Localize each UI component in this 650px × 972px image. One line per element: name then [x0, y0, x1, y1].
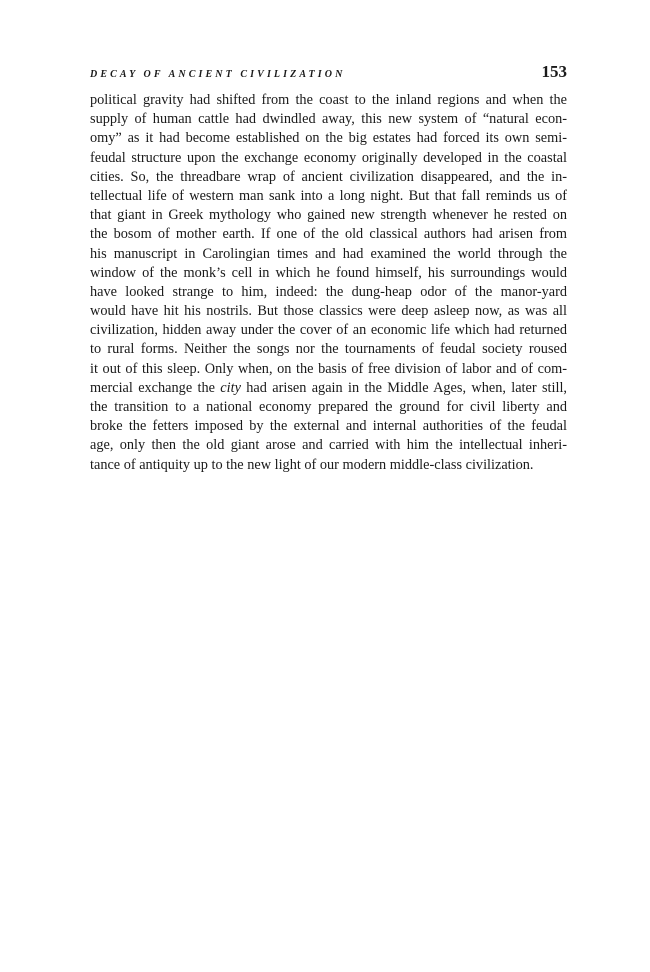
text-line-9: his manuscript in Carolingian times and had examined the world through the [90, 245, 567, 262]
running-head [90, 62, 567, 86]
text-line-16-start: mercial exchange the [90, 379, 221, 396]
text-line-16 [90, 379, 567, 398]
italic-word-city: city [220, 379, 241, 396]
body-paragraph [90, 91, 567, 475]
text-line-19: age, only then the old giant arose and carried with him the intellectual inheri- [90, 437, 567, 454]
page-number: 153 [541, 62, 567, 81]
text-line-14: to rural forms. Neither the songs nor the tournaments of feudal society roused [90, 341, 567, 358]
text-line-15: it out of this sleep. Only when, on the basis of free division of labor and of com- [90, 360, 567, 377]
text-line-13: civilization, hidden away under the cover of an economic life which had returned [90, 322, 567, 339]
text-line-17: the transition to a national economy prepared the ground for civil liberty and [90, 399, 567, 415]
text-line-3: omy” as it had become established on the big estates had forced its own semi- [90, 130, 567, 147]
running-title: DECAY OF ANCIENT CIVILIZATION [90, 69, 346, 80]
text-line-16-end: had arisen again in the Middle Ages, when, later still, [240, 379, 567, 396]
text-line-20: tance of antiquity up to the new light of our modern middle-class civilization. [90, 456, 534, 473]
text-line-10: window of the monk’s cell in which he found himself, his surroundings would [90, 264, 567, 281]
text-line-18: broke the fetters imposed by the external and internal authorities of the feudal [90, 418, 567, 435]
text-line-1: political gravity had shifted from the coast to the inland regions and when the [90, 92, 567, 108]
text-line-6: tellectual life of western man sank into a long night. But that fall reminds us of [90, 187, 567, 204]
text-line-12: would have hit his nostrils. But those classics were deep asleep now, as was all [90, 303, 567, 320]
text-line-11: have looked strange to him, indeed: the dung-heap odor of the manor-yard [90, 283, 567, 300]
text-line-8: the bosom of mother earth. If one of the old classical authors had arisen from [90, 226, 567, 243]
text-line-5: cities. So, the threadbare wrap of ancient civilization disappeared, and the in- [90, 168, 567, 185]
text-line-2: supply of human cattle had dwindled away, this new system of “natural econ- [90, 111, 567, 128]
text-line-7: that giant in Greek mythology who gained new strength whenever he rested on [90, 207, 567, 224]
text-line-4: feudal structure upon the exchange economy originally developed in the coastal [90, 149, 567, 166]
